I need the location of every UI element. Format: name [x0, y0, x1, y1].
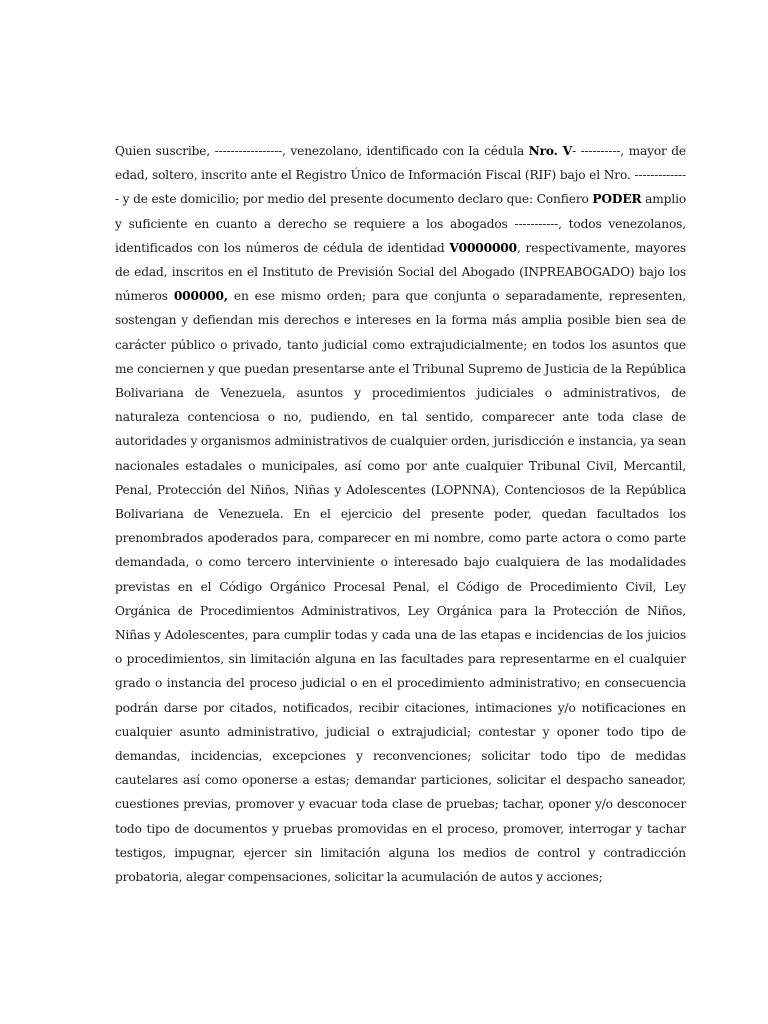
power-of-attorney-paragraph — [115, 139, 686, 889]
text-segment: - ----------, mayor de edad, soltero, inscrito ante el Registro Único de Información Fiscal (RIF) bajo el Nro. -------------- y de este domicilio; por medio del presente documento declaro que: Confiero — [115, 144, 686, 207]
text-segment: en ese mismo orden; para que conjunta o separadamente, representen, sostengan y defiendan mis derechos e intereses en la forma más amplia posible bien sea de carácter público o privado, tanto judicial como extrajudicialmente; en todos los asuntos que me conciernen y que puedan presentarse ante el Tribunal Supremo de Justicia de la República Bolivariana de Venezuela, asuntos y procedimientos judiciales o administrativos, de naturaleza contenciosa o no, pudiendo, en tal sentido, comparecer ante toda clase de autoridades y organismos administrativos de cualquier orden, jurisdicción e instancia, ya sean nacionales estadales o municipales, así como por ante cualquier Tribunal Civil, Mercantil, Penal, Protección del Niños, Niñas y Adolescentes (LOPNNA), Contenciosos de la República Bolivariana de Venezuela. En el ejercicio del presente poder, quedan facultados los prenombrados apoderados para, comparecer en mi nombre, como parte actora o como parte demandada, o como tercero interviniente o interesado bajo cualquiera de las modalidades previstas en el Código Orgánico Procesal Penal, el Código de Procedimiento Civil, Ley Orgánica de Procedimientos Administrativos, Ley Orgánica para la Protección de Niños, Niñas y Adolescentes, para cumplir todas y cada una de las etapas e incidencias de los juicios o procedimientos, sin limitación alguna en las facultades para representarme en el cualquier grado o instancia del proceso judicial o en el procedimiento administrativo; en consecuencia podrán darse por citados, notificados, recibir citaciones, intimaciones y/o notificaciones en cualquier asunto administrativo, judicial o extrajudicial; contestar y oponer todo tipo de demandas, incidencias, excepciones y reconvenciones; solicitar todo tipo de medidas cautelares así como oponerse a estas; demandar particiones, solicitar el despacho saneador, cuestiones previas, promover y evacuar toda clase de pruebas; tachar, oponer y/o desconocer todo tipo de documentos y pruebas promovidas en el proceso, promover, interrogar y tachar testigos, impugnar, ejercer sin limitación alguna los medios de control y contradicción probatoria, alegar compensaciones, solicitar la acumulación de autos y acciones; — [115, 289, 686, 885]
text-segment: amplio y suficiente en cuanto a derecho se requiere a los abogados -----------, todos venezolanos, identificados con los números de cédula de identidad — [115, 192, 687, 255]
bold-inpreabogado-number: 000000, — [173, 289, 228, 304]
text-segment: , respectivamente, mayores de edad, inscritos en el Instituto de Previsión Social del Abogado (INPREABOGADO) bajo los números — [115, 240, 686, 304]
bold-cedula-number: V0000000 — [449, 240, 517, 255]
bold-cedula-label: Nro. V — [528, 144, 573, 158]
text-segment: Quien suscribe, -----------------, venezolano, identificado con la cédula — [115, 144, 529, 158]
bold-poder-word: PODER — [592, 192, 642, 207]
